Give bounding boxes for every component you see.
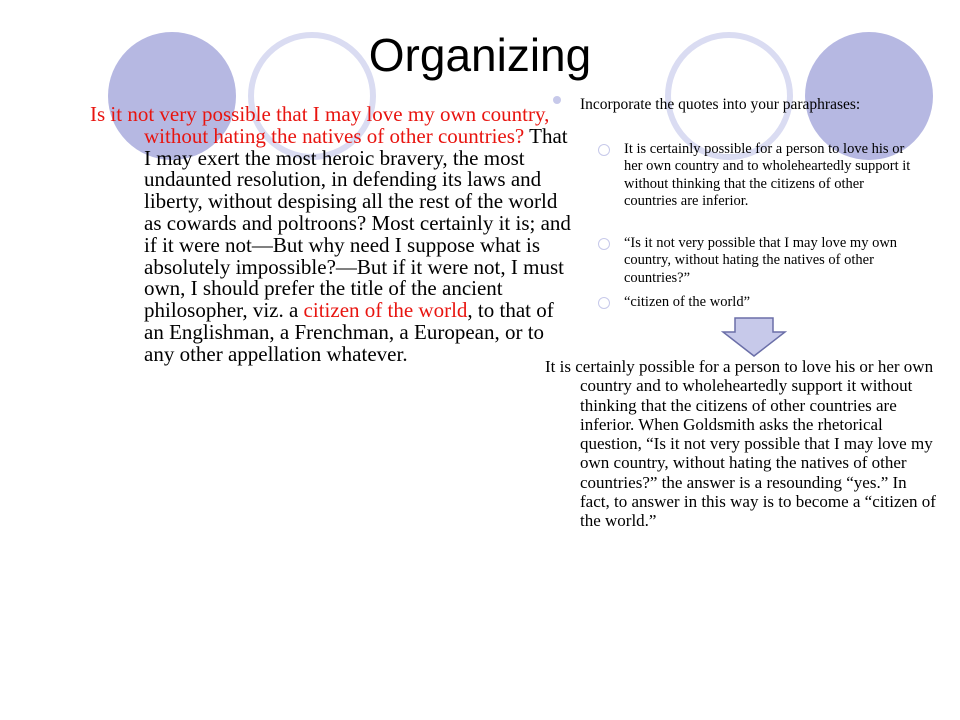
- list-item-text: It is certainly possible for a person to love his or her own country and to wholeheartedly support it without thinking that the citizens of other countries are inferior.: [624, 141, 911, 210]
- hollow-ring-bullet-icon: [598, 144, 610, 156]
- quote-highlight-2: citizen of the world: [303, 298, 468, 323]
- hollow-ring-bullet-icon: [598, 297, 610, 309]
- quote-text-1: That I may exert the most heroic bravery, the most undaunted resolution, in defending its laws and liberty, without despising all the rest of the world as cowards and poltroons? Most certainly it is; and if it were not—But why need I suppose what is absolutely impossible?—But if it were not, I must own, I should prefer the title of the ancient philosopher, viz. a: [144, 123, 571, 323]
- down-arrow-icon: [721, 317, 787, 357]
- list-item-text: “citizen of the world”: [624, 294, 751, 310]
- slide-title: Organizing: [368, 29, 592, 81]
- instruction-heading: Incorporate the quotes into your paraphrases:: [580, 96, 861, 113]
- filled-circle-bullet-icon: [553, 96, 561, 104]
- quote-text-2: , to that of an Englishman, a Frenchman, a European, or to any other appellation whatever.: [144, 298, 554, 366]
- paraphrase-paragraph: It is certainly possible for a person to love his or her own country and to wholeheartedly support it without thinking that the citizens of other countries are inferior. When Goldsmith asks the rhetorical question, “Is it not very possible that I may love my own country, without hating the natives of other countries?” the answer is a resounding “yes.” In fact, to answer in this way is to become a “citizen of the world.”: [545, 357, 936, 531]
- hollow-ring-bullet-icon: [598, 238, 610, 250]
- list-item-text: “Is it not very possible that I may love my own country, without hating the natives of other countries?”: [624, 235, 898, 286]
- goldsmith-quote: [90, 104, 576, 366]
- quote-highlight-1: Is it not very possible that I may love my own country, without hating the natives of other countries?: [90, 102, 550, 148]
